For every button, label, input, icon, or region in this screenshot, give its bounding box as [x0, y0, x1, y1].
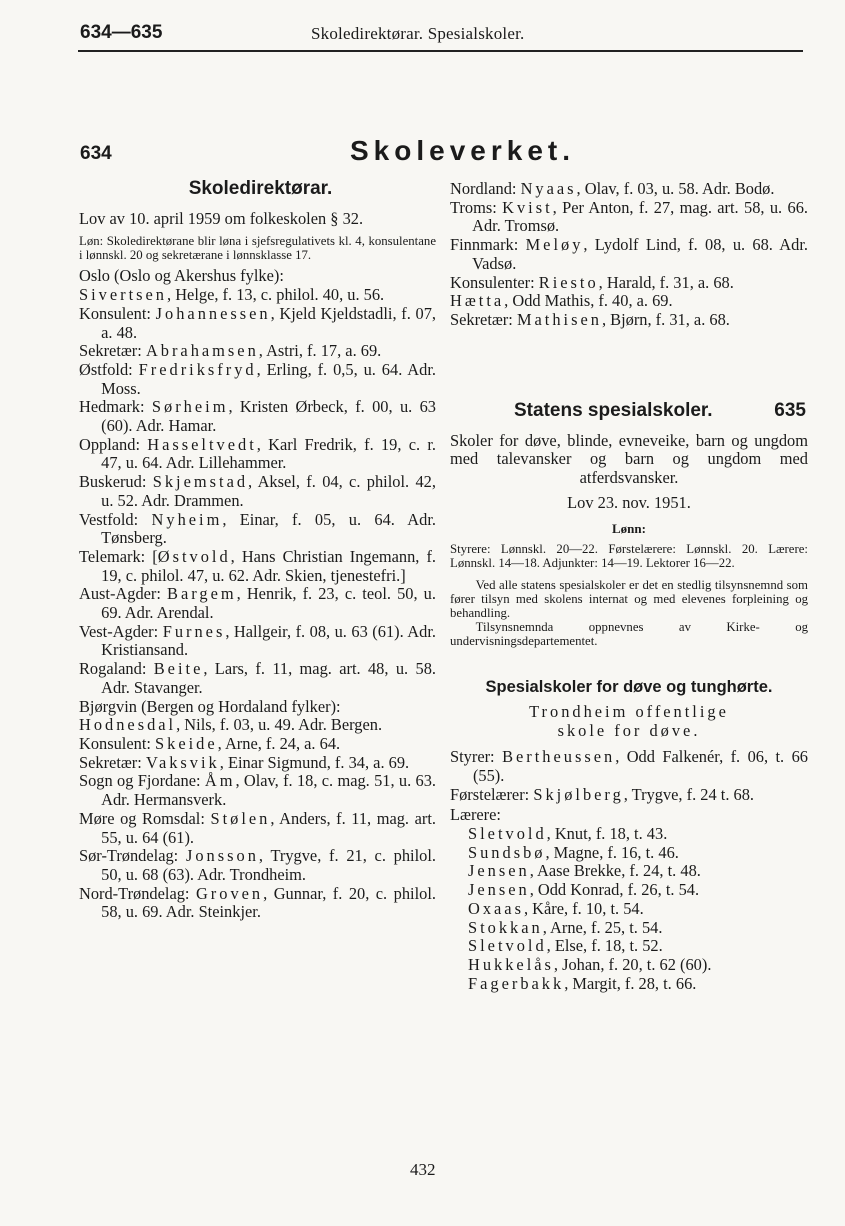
person-details: , Gunnar, f. 20, c. philol. 58, u. 69. Adr. Steinkjer.: [101, 883, 436, 922]
teachers-label: Lærere:: [450, 805, 501, 825]
person-details: , Per Anton, f. 27, mag. art. 58, u. 66. Adr. Tromsø.: [472, 197, 808, 236]
person-details: , Hans Christian Ingemann, f. 19, c. philol. 47, u. 62. Adr. Skien, tjenestefri.]: [101, 546, 436, 585]
person-details: , Odd Konrad, f. 26, t. 54.: [529, 880, 700, 900]
person-details: , Aksel, f. 04, c. philol. 42, u. 52. Adr. Drammen.: [101, 472, 436, 510]
entry: [79, 361, 436, 398]
person-details: , Odd Falkenér, f. 06, t. 66 (55).: [472, 747, 808, 785]
entry-region: Hedmark:: [79, 397, 145, 417]
teacher-entry: [450, 919, 808, 938]
teacher-entry: [450, 956, 808, 975]
supervision-note: Ved alle statens spesialskoler er det en stedlig tilsynsnemnd som fører tilsyn med skolens internat og med elevenes forpleining og behandling.: [450, 578, 808, 621]
person-name: Hukkelås: [468, 954, 554, 974]
entry-region: Sekretær:: [79, 341, 142, 361]
entry-region: Aust-Agder:: [79, 584, 161, 604]
person-name: Sørheim: [151, 397, 229, 417]
entry-region: Konsulenter:: [450, 272, 535, 292]
person-details: , Astri, f. 17, a. 69.: [258, 341, 382, 361]
pay-text: Styrere: Lønnskl. 20—22. Førstelærere: Lønnskl. 20. Lærere: Lønnskl. 14—18. Adjunkter: 14—19. Lektorer 16—22.: [450, 542, 808, 571]
right-column: [450, 180, 808, 993]
person-name: Riesto: [538, 272, 599, 292]
entry: [450, 180, 808, 199]
person-name: Stokkan: [468, 917, 543, 937]
entry: [450, 292, 808, 311]
teacher-entry: [450, 900, 808, 919]
person-name: Sivertsen: [79, 285, 168, 305]
person-name: Mathisen: [516, 309, 602, 329]
person-details: , Hallgeir, f. 08, u. 63 (61). Adr. Kristiansand.: [101, 621, 436, 660]
page-number: 432: [410, 1160, 436, 1179]
role-label: Styrer:: [450, 747, 495, 767]
entry: [79, 436, 436, 473]
person-details: , Kristen Ørbeck, f. 00, u. 63 (60). Adr. Hamar.: [101, 397, 436, 436]
person-name: Johannessen: [155, 303, 271, 323]
person-name: Jensen: [468, 880, 530, 900]
person-name: Beite: [153, 659, 204, 679]
person-details: , Olav, f. 03, u. 58. Adr. Bodø.: [576, 179, 775, 198]
entry-region: Konsulent:: [79, 303, 151, 323]
person-name: Kvist: [502, 197, 553, 217]
person-name: Nyaas: [520, 179, 577, 198]
person-details: , Johan, f. 20, t. 62 (60).: [553, 954, 712, 974]
person-details: , Olav, f. 18, c. mag. 51, u. 63. Adr. Hermansverk.: [101, 771, 436, 810]
person-name: Skjemstad: [152, 472, 249, 492]
entry-region: Troms:: [450, 197, 497, 217]
entry: [79, 754, 436, 773]
entry-region: Sekretær:: [79, 752, 142, 772]
heading-doveskoler: Spesialskoler for døve og tunghørte.: [485, 678, 773, 697]
entry: [79, 286, 436, 305]
person-name: Sletvold: [468, 824, 547, 844]
entry-region: Konsulent:: [79, 733, 151, 753]
entry-region: Oppland:: [79, 434, 141, 454]
entry: [79, 548, 436, 585]
entry: [79, 305, 436, 342]
entry: [79, 698, 436, 717]
person-name: Bargem: [167, 584, 237, 604]
person-details: , Anders, f. 11, mag. art. 55, u. 64 (61).: [101, 808, 436, 847]
entry-forstelaerer: [450, 786, 808, 805]
running-title: Skoledirektørar. Spesialskoler.: [311, 24, 525, 43]
entry-region: Buskerud:: [79, 472, 147, 492]
entry-region: Finnmark:: [450, 235, 519, 255]
person-details: , Karl Fredrik, f. 19, c. r. 47, u. 64. Adr. Lillehammer.: [101, 434, 436, 473]
person-name: Bertheussen: [502, 747, 616, 767]
header-page-range: 634—635: [80, 22, 163, 43]
entry-region: Sogn og Fjordane:: [79, 771, 201, 791]
person-name: Oxaas: [468, 898, 524, 918]
entry: [79, 772, 436, 809]
person-details: , Trygve, f. 21, c. philol. 50, u. 68 (63). Adr. Trondheim.: [101, 846, 437, 884]
heading-skoledirektorar: Skoledirektørar.: [188, 178, 333, 199]
entry: [450, 236, 808, 273]
entry: [79, 267, 436, 286]
person-details: , Lydolf Lind, f. 08, u. 68. Adr. Vadsø.: [472, 235, 808, 273]
person-details: , Kåre, f. 10, t. 54.: [523, 898, 644, 918]
law-reference: Lov av 10. april 1959 om folkeskolen § 32.: [79, 208, 364, 228]
section-number-635: 635: [774, 399, 806, 421]
entry: [79, 660, 436, 697]
teacher-entry: [450, 937, 808, 956]
person-details: , Einar, f. 05, u. 64. Adr. Tønsberg.: [101, 509, 436, 548]
person-details: , Helge, f. 13, c. philol. 40, u. 56.: [167, 285, 385, 305]
person-name: Hasseltvedt: [147, 434, 257, 454]
person-details: , Knut, f. 18, t. 43.: [546, 824, 668, 844]
person-name: Skeide: [155, 733, 218, 753]
main-title: Skoleverket.: [350, 135, 575, 166]
person-details: , Aase Brekke, f. 24, t. 48.: [529, 861, 701, 881]
teacher-entry: [450, 975, 808, 994]
entry-region: Sekretær:: [450, 309, 513, 329]
person-details: , Harald, f. 31, a. 68.: [598, 272, 734, 292]
person-name: Jensen: [468, 861, 530, 881]
person-details: , Magne, f. 16, t. 46.: [545, 842, 679, 862]
entry-region: Sør-Trøndelag:: [79, 846, 179, 866]
person-details: , Arne, f. 25, t. 54.: [542, 917, 663, 937]
person-name: Fagerbakk: [468, 973, 565, 993]
person-details: , Kjeld Kjeldstadli, f. 07, a. 48.: [101, 303, 436, 342]
role-label: Førstelærer:: [450, 784, 530, 804]
entry-region: Vest-Agder:: [79, 621, 159, 641]
header-rule: [78, 50, 803, 52]
entry-region: Nordland:: [450, 179, 517, 198]
person-name: Jonsson: [185, 846, 259, 866]
entry-region: Møre og Romsdal:: [79, 808, 205, 828]
entry-region: Oslo (Oslo og Akershus fylke):: [79, 266, 284, 286]
teacher-entry: [450, 881, 808, 900]
person-name: Nyheim: [151, 509, 223, 529]
person-details: , Lars, f. 11, mag. art. 48, u. 58. Adr. Stavanger.: [101, 659, 436, 697]
person-details: , Trygve, f. 24 t. 68.: [623, 784, 755, 804]
intro-text: Skoler for døve, blinde, evneveike, barn og ungdom med talevansker og barn og ungdom med atferdsvansker.: [450, 430, 808, 488]
appointment-note: Tilsynsnemnda oppnevnes av Kirke- og undervisningsdepartementet.: [450, 620, 808, 649]
heading-statens-spesialskoler: Statens spesialskoler.: [514, 399, 713, 421]
entry: [79, 511, 436, 548]
entry-styrer: [450, 748, 808, 785]
entry: [79, 585, 436, 622]
entry: [79, 735, 436, 754]
entry: [450, 311, 808, 330]
law-reference-2: Lov 23. nov. 1951.: [567, 492, 691, 512]
person-details: , Henrik, f. 23, c. teol. 50, u. 69. Adr. Arendal.: [101, 584, 436, 623]
person-details: , Arne, f. 24, a. 64.: [217, 733, 341, 753]
person-details: , Nils, f. 03, u. 49. Adr. Bergen.: [176, 715, 383, 735]
entry: [79, 342, 436, 361]
person-name: Groven: [195, 883, 264, 903]
person-name: Meløy: [525, 235, 584, 255]
school-name-line1: Trondheim offentlige: [529, 701, 729, 721]
entry-region: Rogaland:: [79, 659, 147, 679]
person-name: Sundsbø: [468, 842, 546, 862]
entry-region: Nord-Trøndelag:: [79, 883, 190, 903]
entry: [79, 623, 436, 660]
person-name: Østvold: [157, 546, 231, 566]
section-number: 634: [80, 143, 112, 164]
person-name: Sletvold: [468, 936, 547, 956]
person-details: , Margit, f. 28, t. 66.: [564, 973, 697, 993]
person-name: Abrahamsen: [145, 341, 259, 361]
entry: [79, 398, 436, 435]
person-name: Åm: [204, 771, 236, 791]
entry: [79, 473, 436, 510]
teacher-entry: [450, 862, 808, 881]
director-list: [79, 267, 436, 922]
entry: [79, 716, 436, 735]
entry-region: Bjørgvin (Bergen og Hordaland fylker):: [79, 696, 341, 716]
teacher-entry: [450, 844, 808, 863]
entry: [450, 274, 808, 293]
entry: [79, 810, 436, 847]
person-name: Stølen: [210, 808, 271, 828]
pay-heading: Lønn:: [612, 521, 646, 537]
entry: [79, 885, 436, 922]
entry: [79, 847, 436, 884]
person-details: , Einar Sigmund, f. 34, a. 69.: [219, 752, 410, 772]
left-column: [79, 180, 436, 922]
director-list-continued: [450, 180, 808, 330]
school-name-line2: skole for døve.: [557, 720, 701, 740]
person-details: , Erling, f. 0,5, u. 64. Adr. Moss.: [101, 359, 436, 398]
person-name: Vaksvik: [145, 752, 220, 772]
person-name: Hætta: [450, 291, 505, 311]
person-name: Furnes: [162, 621, 226, 641]
person-name: Fredriksfryd: [138, 359, 257, 379]
entry: [450, 199, 808, 236]
entry-region: Østfold:: [79, 359, 133, 379]
person-details: , Else, f. 18, t. 52.: [546, 936, 663, 956]
teacher-list: [450, 825, 808, 993]
person-name: Skjølberg: [533, 784, 624, 804]
entry-region: Vestfold:: [79, 509, 139, 529]
pay-note: Løn: Skoledirektørane blir løna i sjefsregulativets kl. 4, konsulentane i lønnskl. 20 og sekretærane i lønnsklasse 17.: [79, 234, 436, 263]
heading2-row: [450, 399, 808, 426]
person-details: , Bjørn, f. 31, a. 68.: [601, 309, 730, 329]
person-details: , Odd Mathis, f. 40, a. 69.: [504, 291, 673, 311]
person-name: Hodnesdal: [79, 715, 177, 735]
teacher-entry: [450, 825, 808, 844]
entry-region: Telemark: [: [79, 546, 158, 566]
